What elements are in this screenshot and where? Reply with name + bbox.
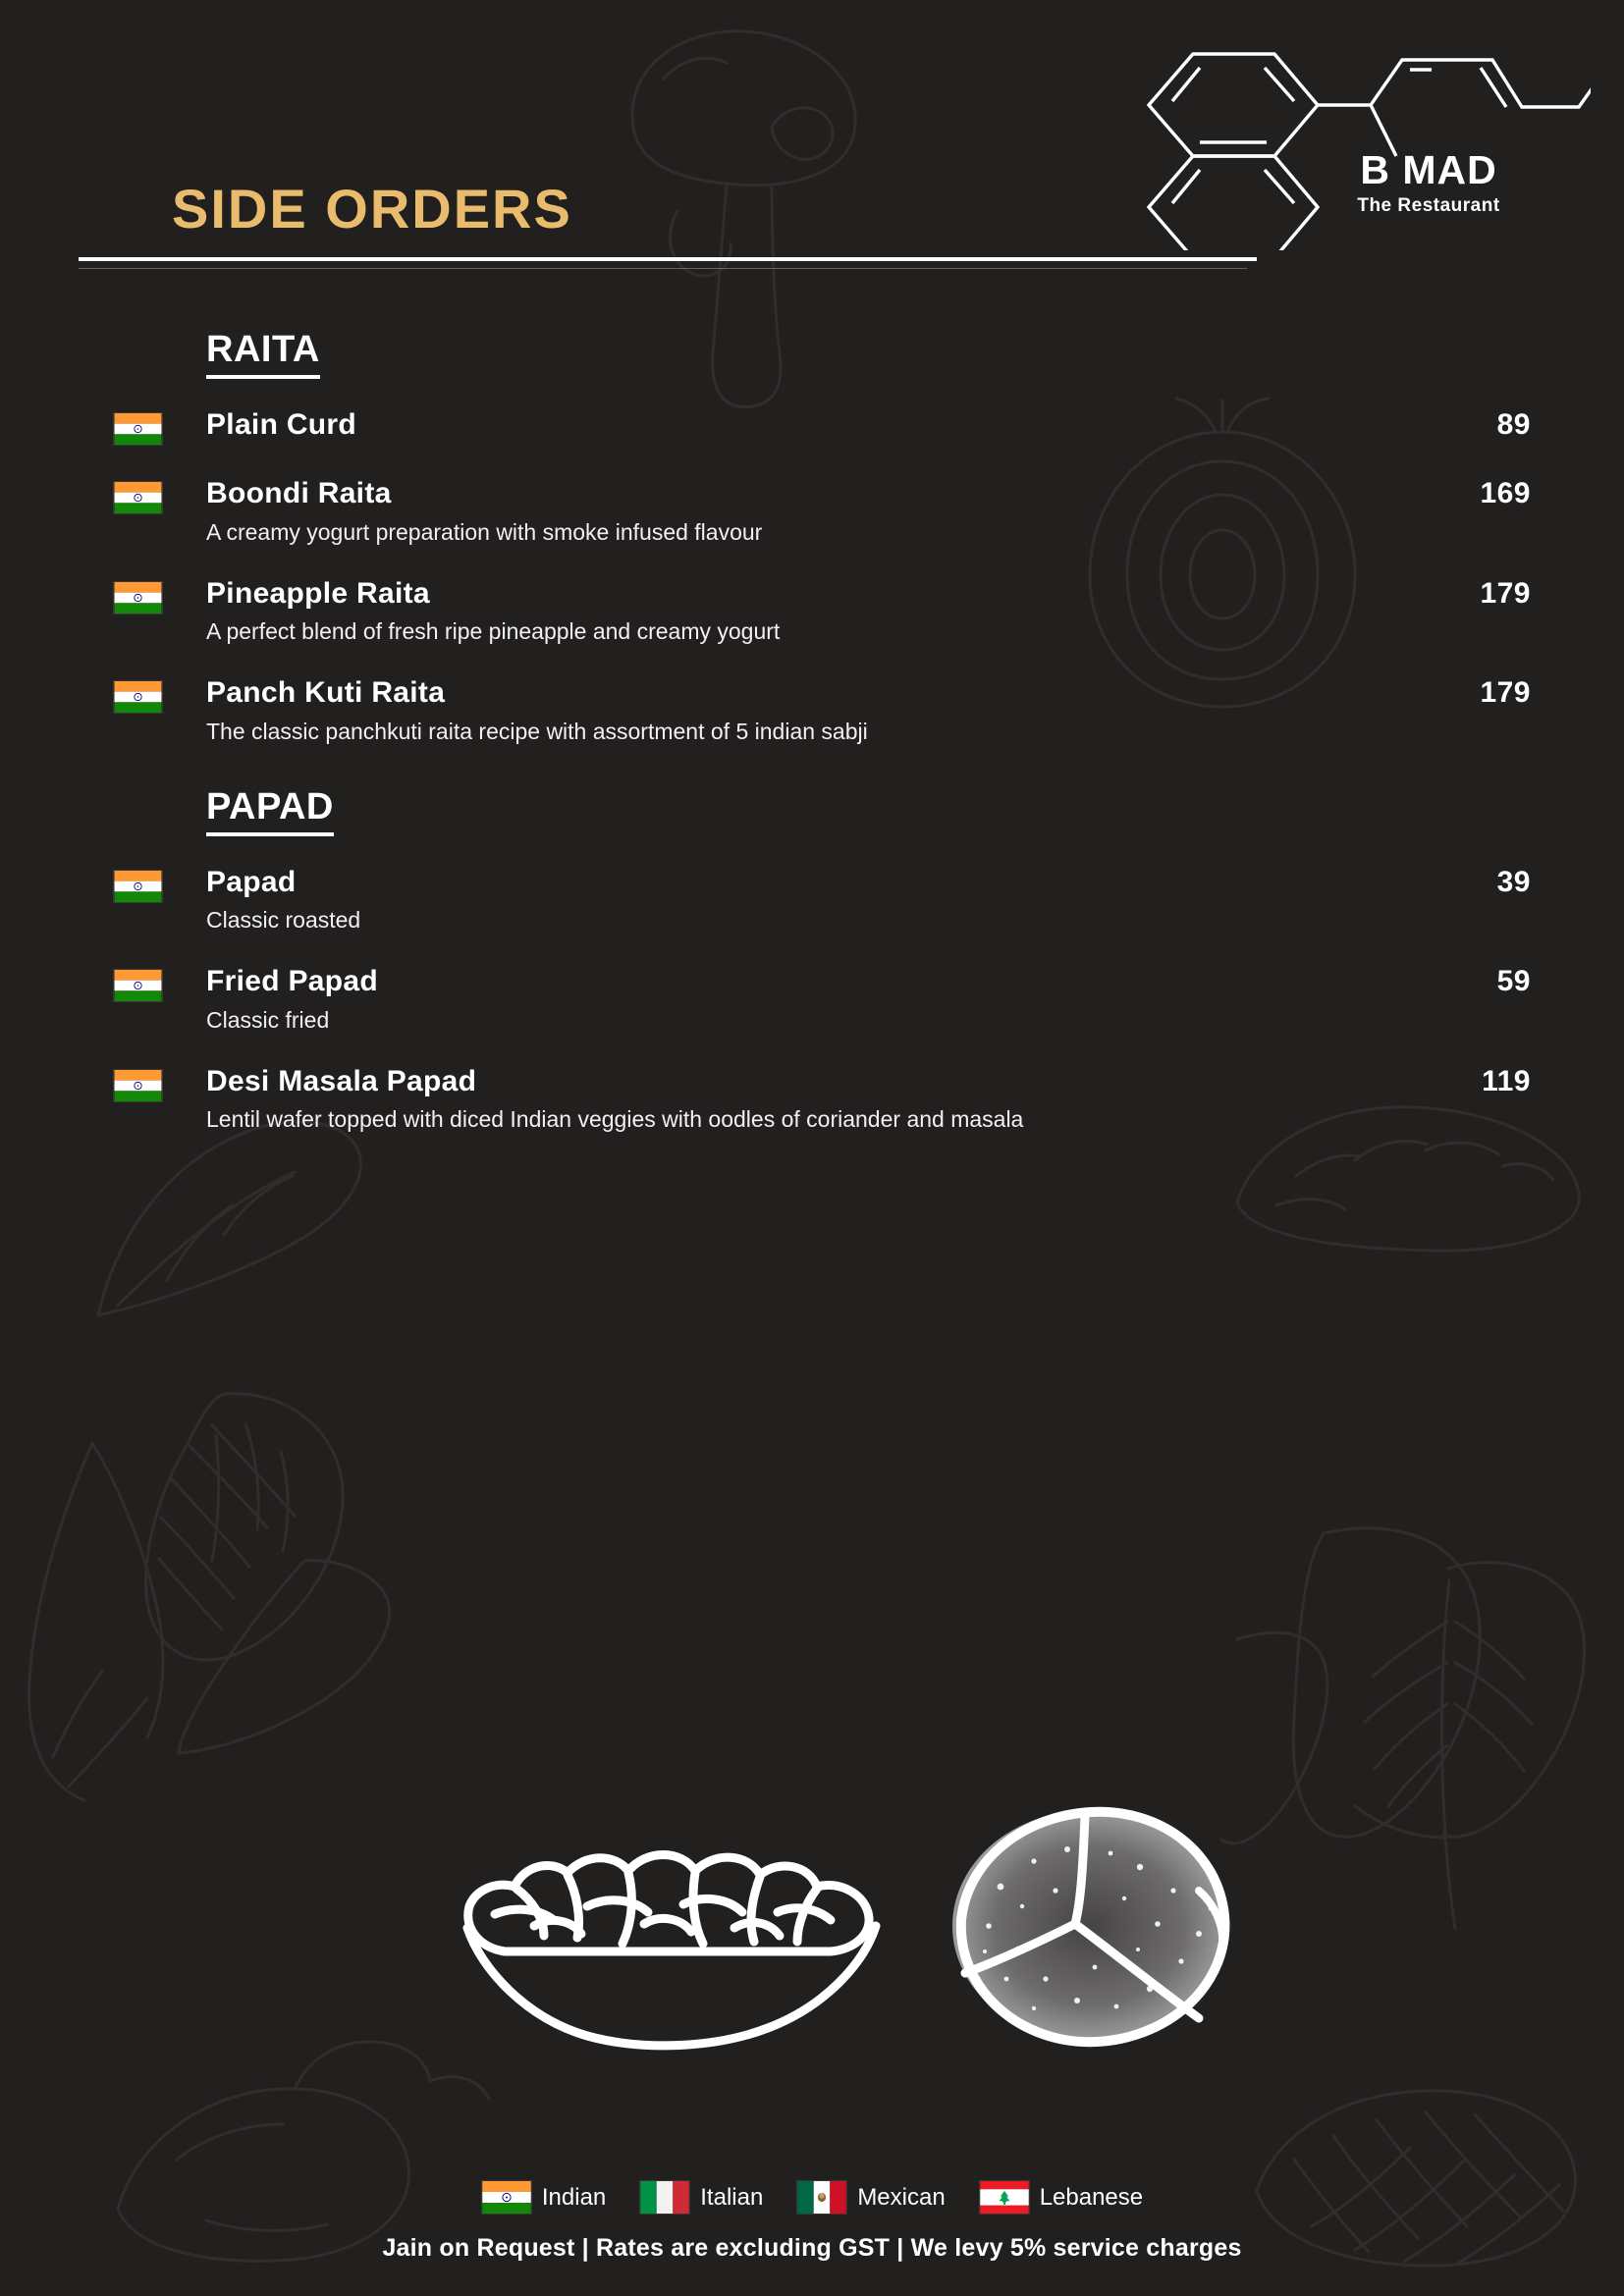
indian-flag-icon: [113, 870, 163, 903]
item-description: Lentil wafer topped with diced Indian veggies with oodles of coriander and masala: [206, 1106, 1024, 1133]
decorative-illustrations: [0, 1787, 1624, 2071]
indian-flag-icon: [113, 1069, 163, 1102]
italian-flag-icon: [639, 2180, 690, 2215]
menu-footer: [0, 2180, 1624, 2296]
title-divider-secondary: [79, 268, 1247, 269]
legend-label: Indian: [541, 2183, 607, 2211]
item-price: 39: [1496, 865, 1531, 898]
mexican-flag-icon: [796, 2180, 847, 2215]
indian-flag-icon: [113, 680, 163, 714]
legend-label: Mexican: [857, 2183, 946, 2211]
item-name: Panch Kuti Raita: [206, 676, 446, 710]
menu-sections: [0, 285, 1624, 1135]
legend-label: Lebanese: [1039, 2183, 1144, 2211]
item-name: Pineapple Raita: [206, 576, 430, 610]
brand-tagline: The Restaurant: [1357, 195, 1500, 216]
papad-illustration: [928, 1796, 1252, 2052]
legend-item-lebanese: [979, 2180, 1143, 2215]
menu-item[interactable]: [113, 676, 1531, 747]
legend-label: Italian: [700, 2183, 764, 2211]
legend-item-italian: [639, 2180, 763, 2215]
item-name: Fried Papad: [206, 965, 379, 998]
section-heading-raita: RAITA: [206, 329, 320, 379]
brand-name: B MAD: [1360, 147, 1497, 192]
lebanese-flag-icon: [979, 2180, 1030, 2215]
item-name: Desi Masala Papad: [206, 1064, 477, 1097]
item-description: Classic fried: [206, 1006, 330, 1033]
menu-header: [0, 0, 1624, 285]
menu-item[interactable]: [113, 1065, 1531, 1136]
item-price: 119: [1482, 1064, 1531, 1097]
item-price: 169: [1480, 477, 1531, 509]
item-price: 179: [1480, 676, 1531, 710]
legend-item-mexican: [796, 2180, 945, 2215]
indian-flag-icon: [113, 581, 163, 614]
legend-item-indian: [481, 2180, 606, 2215]
page-title: SIDE ORDERS: [172, 178, 572, 240]
indian-flag-icon: [113, 969, 163, 1002]
menu-item[interactable]: [113, 477, 1531, 548]
menu-item[interactable]: [113, 577, 1531, 648]
indian-flag-icon: [481, 2180, 532, 2215]
indian-flag-icon: [113, 412, 163, 446]
footer-note: Jain on Request | Rates are excluding GST | We levy 5% service charges: [382, 2234, 1242, 2262]
item-name: Plain Curd: [206, 408, 357, 441]
menu-section-papad: [0, 747, 1624, 1136]
item-description: A perfect blend of fresh ripe pineapple and creamy yogurt: [206, 618, 781, 645]
item-description: The classic panchkuti raita recipe with assortment of 5 indian sabji: [206, 718, 868, 744]
menu-item[interactable]: [113, 408, 1531, 448]
menu-item[interactable]: [113, 965, 1531, 1036]
menu-section-raita: [0, 285, 1624, 747]
cuisine-legend: [0, 2180, 1624, 2215]
title-divider: [79, 257, 1257, 261]
brand-logo: [1139, 25, 1591, 250]
item-description: Classic roasted: [206, 907, 361, 934]
indian-flag-icon: [113, 481, 163, 514]
item-price: 179: [1480, 576, 1531, 610]
salad-bowl-illustration: [442, 1796, 903, 2052]
menu-item[interactable]: [113, 866, 1531, 936]
item-name: Papad: [206, 865, 297, 898]
section-heading-papad: PAPAD: [206, 786, 334, 836]
item-description: A creamy yogurt preparation with smoke infused flavour: [206, 518, 763, 545]
item-price: 89: [1496, 408, 1531, 441]
item-price: 59: [1496, 965, 1531, 998]
item-name: Boondi Raita: [206, 477, 392, 509]
